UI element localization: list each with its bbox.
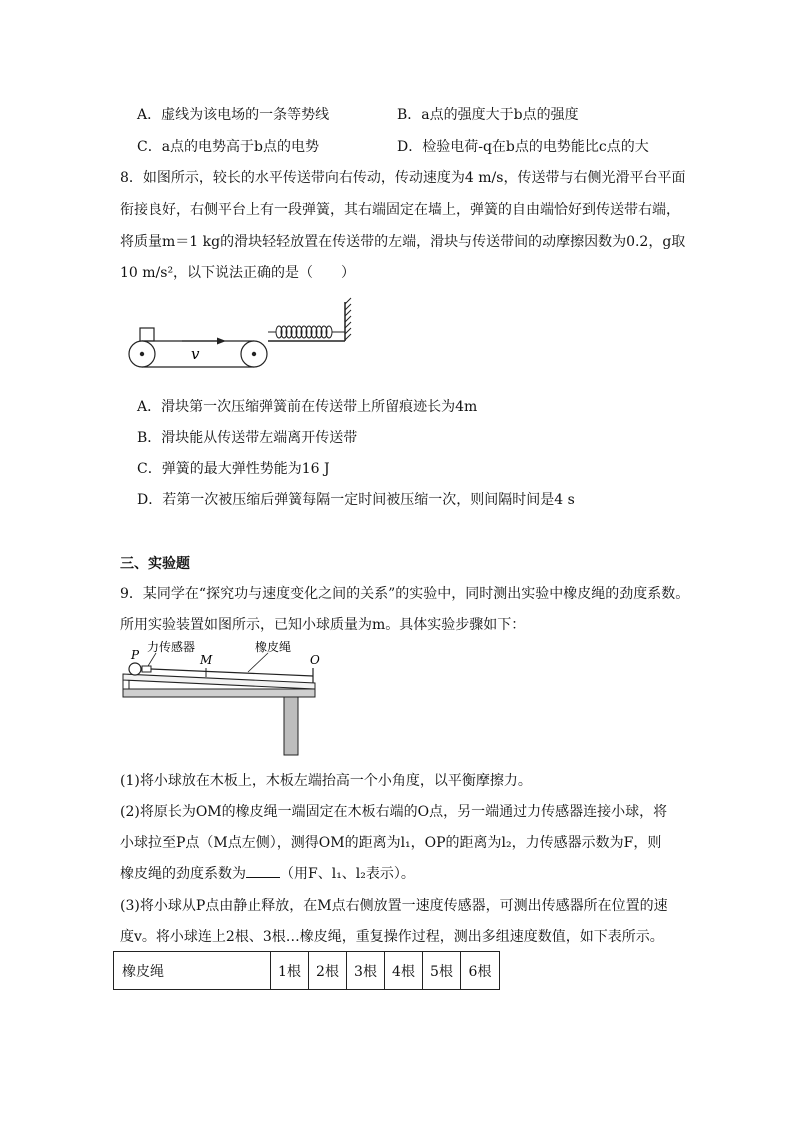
table-header-cell: 橡皮绳 (114, 952, 271, 990)
q9-step-2-tail: （用F、l₁、l₂表示）。 (280, 866, 415, 882)
q9-intro-2: 所用实验装置如图所示，已知小球质量为m。具体实验步骤如下： (120, 617, 526, 633)
velocity-label: v (191, 345, 200, 363)
label-m: M (200, 653, 213, 667)
table-cell: 2根 (309, 952, 347, 990)
q9-step-3-line-2: 度v。将小球连上2根、3根…橡皮绳，重复操作过程，测出多组速度数值，如下表所示。 (120, 929, 664, 945)
table-cell: 6根 (461, 952, 500, 990)
q9-step-2-line-2: 小球拉至P点（M点左侧），测得OM的距离为l₁，OP的距离为l₂，力传感器示数为F，则 (120, 835, 662, 851)
velocity-arrow-icon (217, 338, 226, 345)
table-cell: 1根 (271, 952, 309, 990)
table-cell: 4根 (385, 952, 423, 990)
q7-option-a: A．虚线为该电场的一条等势线 (137, 107, 330, 123)
q7-option-c: C．a点的电势高于b点的电势 (137, 139, 320, 155)
q9-step-2-text: 橡皮绳的劲度系数为 (120, 866, 246, 882)
section-title: 三、实验题 (120, 556, 190, 572)
answer-blank[interactable] (246, 865, 280, 878)
label-p: P (131, 648, 140, 662)
q9-step-1: (1)将小球放在木板上，木板左端抬高一个小角度，以平衡摩擦力。 (120, 773, 532, 789)
q7-option-b: B．a点的强度大于b点的强度 (397, 107, 579, 123)
incline-figure (118, 638, 328, 758)
q8-option-d: D．若第一次被压缩后弹簧每隔一定时间被压缩一次，则间隔时间是4 s (137, 492, 575, 508)
table-cell: 5根 (423, 952, 461, 990)
force-sensor (142, 666, 151, 672)
label-o: O (310, 653, 320, 667)
q9-step-2-line-3 (120, 863, 415, 883)
label-rubber: 橡皮绳 (255, 640, 292, 654)
q8-line-3: 将质量m＝1 kg的滑块轻轻放置在传送带的左端，滑块与传送带间的动摩擦因数为0.2，g取 (120, 234, 686, 250)
q9-step-2-line-1: (2)将原长为OM的橡皮绳一端固定在木板右端的O点，另一端通过力传感器连接小球，将 (120, 804, 668, 820)
table-row (114, 952, 500, 990)
spring (268, 326, 345, 338)
conveyor-figure (118, 296, 358, 378)
rubber-band (151, 669, 313, 676)
q8-line-2: 衔接良好，右侧平台上有一段弹簧，其右端固定在墙上，弹簧的自由端恰好到传送带右端， (120, 202, 680, 218)
table-cell: 3根 (347, 952, 385, 990)
q8-option-b: B．滑块能从传送带左端离开传送带 (137, 430, 358, 446)
q9-step-3-line-1: (3)将小球从P点由静止释放，在M点右侧放置一速度传感器，可测出传感器所在位置的速 (120, 898, 668, 914)
q8-option-a: A．滑块第一次压缩弹簧前在传送带上所留痕迹长为4m (137, 399, 478, 415)
rubber-band-table (113, 951, 500, 990)
q8-line-1: 8．如图所示，较长的水平传送带向右传动，传动速度为4 m/s，传送带与右侧光滑平台平面 (120, 170, 686, 186)
inclined-board (123, 674, 315, 689)
ball (129, 663, 141, 675)
slider-block (140, 328, 154, 341)
q7-option-d: D．检验电荷-q在b点的电势能比c点的大 (397, 139, 649, 155)
label-sensor: 力传感器 (147, 640, 196, 654)
q9-intro-1: 9．某同学在“探究功与速度变化之间的关系”的实验中，同时测出实验中橡皮绳的劲度系数。 (120, 586, 690, 602)
q8-line-4: 10 m/s²，以下说法正确的是（ ） (120, 265, 356, 281)
q8-option-c: C．弹簧的最大弹性势能为16 J (137, 461, 330, 477)
